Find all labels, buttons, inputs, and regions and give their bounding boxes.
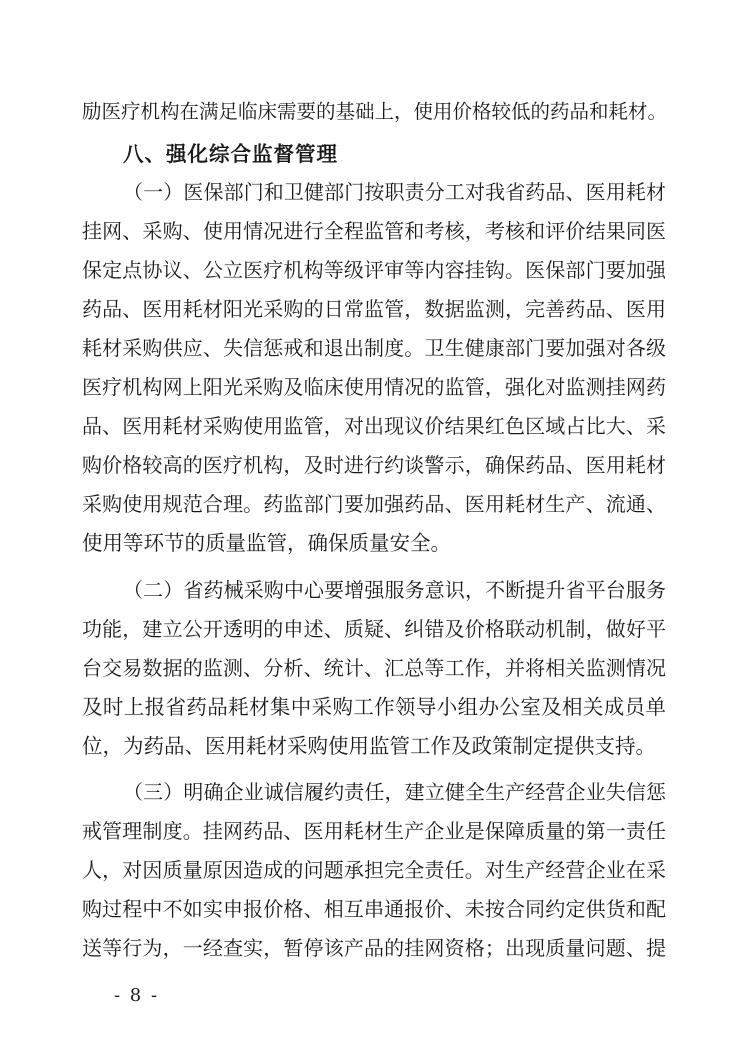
paragraph-line: 使用等环节的质量监管，确保质量安全。 xyxy=(82,531,451,555)
paragraph-line: （一）医保部门和卫健部门按职责分工对我省药品、医用耗材 xyxy=(123,180,666,204)
paragraph-line: （二）省药械采购中心要增强服务意识，不断提升省平台服务 xyxy=(123,578,666,602)
paragraph-line: 购价格较高的医疗机构，及时进行约谈警示，确保药品、医用耗材 xyxy=(82,453,666,477)
paragraph-line: 品、医用耗材采购使用监管，对出现议价结果红色区域占比大、采 xyxy=(82,414,666,438)
paragraph-line: 药品、医用耗材阳光采购的日常监管，数据监测，完善药品、医用 xyxy=(82,297,666,321)
paragraph-line: 保定点协议、公立医疗机构等级评审等内容挂钩。医保部门要加强 xyxy=(82,258,666,282)
paragraph-line: 送等行为，一经查实，暂停该产品的挂网资格；出现质量问题、提 xyxy=(82,936,666,960)
paragraph-line: （三）明确企业诚信履约责任，建立健全生产经营企业失信惩 xyxy=(123,780,666,804)
paragraph-line: 戒管理制度。挂网药品、医用耗材生产企业是保障质量的第一责任 xyxy=(82,819,666,843)
paragraph-line: 挂网、采购、使用情况进行全程监管和考核，考核和评价结果同医 xyxy=(82,219,666,243)
paragraph-line: 医疗机构网上阳光采购及临床使用情况的监管，强化对监测挂网药 xyxy=(82,375,666,399)
paragraph-continuation: 励医疗机构在满足临床需要的基础上，使用价格较低的药品和耗材。 xyxy=(82,100,668,123)
section-heading: 八、强化综合监督管理 xyxy=(123,142,338,166)
paragraph-line: 位，为药品、医用耗材采购使用监管工作及政策制定提供支持。 xyxy=(82,734,656,758)
paragraph-line: 台交易数据的监测、分析、统计、汇总等工作，并将相关监测情况 xyxy=(82,656,666,680)
paragraph-line: 人，对因质量原因造成的问题承担完全责任。对生产经营企业在采 xyxy=(82,858,666,882)
page-number: - 8 - xyxy=(114,985,160,1006)
paragraph-line: 功能，建立公开透明的申述、质疑、纠错及价格联动机制，做好平 xyxy=(82,617,666,641)
paragraph-line: 耗材采购供应、失信惩戒和退出制度。卫生健康部门要加强对各级 xyxy=(82,336,666,360)
paragraph-line: 及时上报省药品耗材集中采购工作领导小组办公室及相关成员单 xyxy=(82,695,666,719)
paragraph-line: 购过程中不如实申报价格、相互串通报价、未按合同约定供货和配 xyxy=(82,897,666,921)
paragraph-line: 采购使用规范合理。药监部门要加强药品、医用耗材生产、流通、 xyxy=(82,492,666,516)
